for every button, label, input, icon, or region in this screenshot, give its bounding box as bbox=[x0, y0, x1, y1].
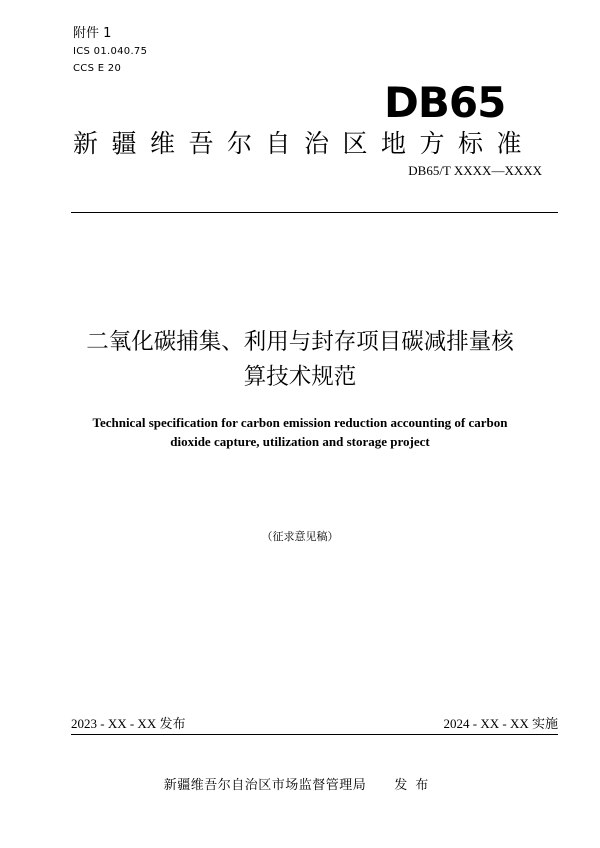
top-divider bbox=[71, 212, 558, 213]
attachment-label: 附件 1 bbox=[73, 26, 112, 41]
issuer-action: 发布 bbox=[394, 778, 437, 793]
issue-date: 2023 - XX - XX 发布 bbox=[71, 716, 186, 731]
title-en-line: Technical specification for carbon emission reduction accounting of carbon bbox=[92, 415, 508, 430]
issuer-line bbox=[0, 774, 600, 793]
title-cn-line: 算技术规范 bbox=[243, 364, 357, 390]
logo-text: DB65 bbox=[384, 78, 506, 127]
issuer-organization: 新疆维吾尔自治区市场监督管理局 bbox=[163, 778, 367, 793]
db65-logo bbox=[384, 78, 524, 127]
standard-number: DB65/T XXXX—XXXX bbox=[408, 163, 542, 178]
document-title-en bbox=[0, 413, 600, 451]
ics-code: ICS 01.040.75 bbox=[73, 46, 148, 57]
document-title-cn bbox=[0, 325, 600, 395]
implementation-date: 2024 - XX - XX 实施 bbox=[443, 716, 558, 731]
bottom-divider bbox=[71, 734, 558, 735]
title-en-line: dioxide capture, utilization and storage project bbox=[170, 434, 430, 449]
standard-type-heading: 新疆维吾尔自治区地方标准 bbox=[72, 129, 535, 158]
draft-status-note: （征求意见稿） bbox=[261, 531, 339, 543]
title-cn-line: 二氧化碳捕集、利用与封存项目碳减排量核 bbox=[86, 329, 514, 355]
ccs-code: CCS E 20 bbox=[73, 63, 122, 74]
